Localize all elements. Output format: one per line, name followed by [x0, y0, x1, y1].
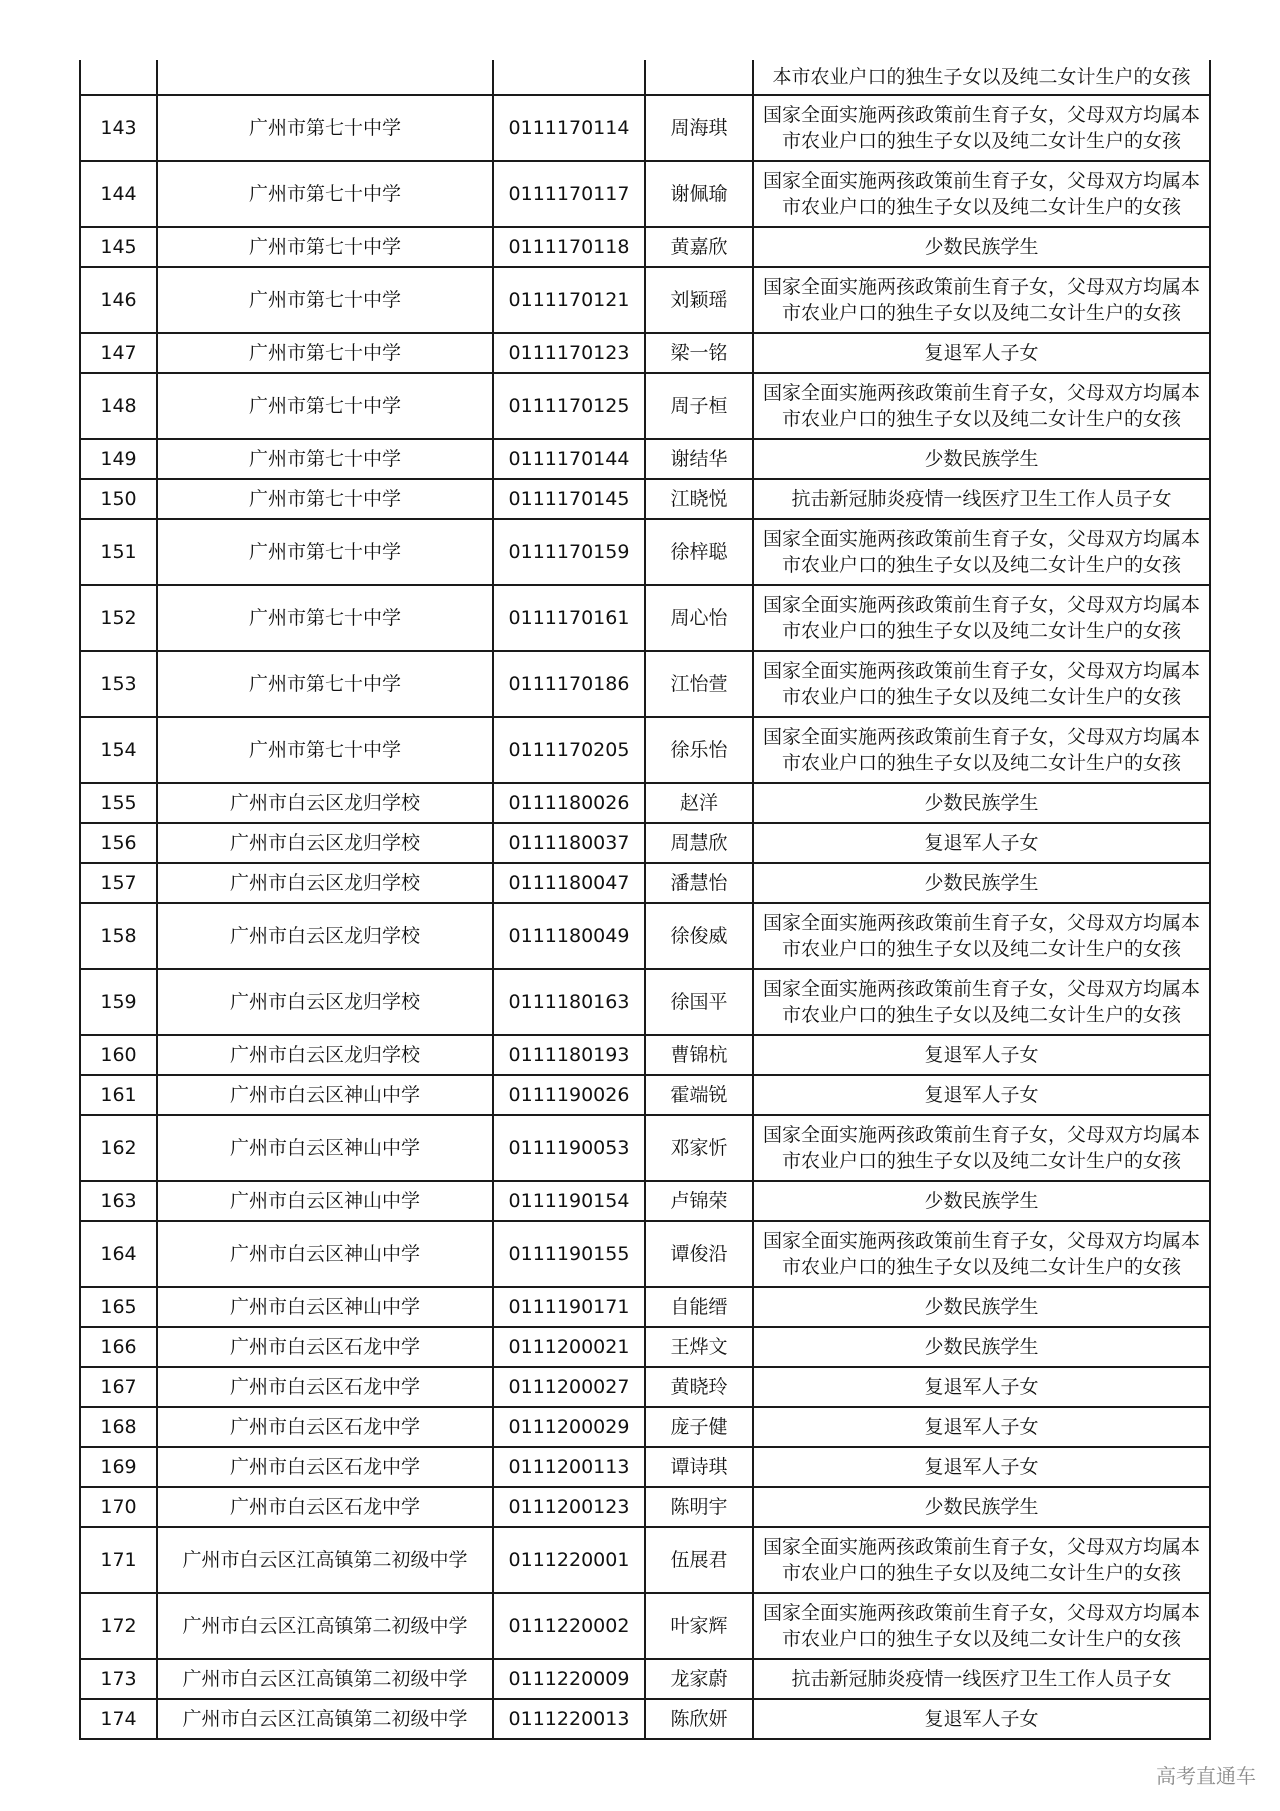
cell-category: 复退军人子女 [753, 1075, 1210, 1115]
cell-name: 周海琪 [645, 95, 753, 161]
cell-school: 广州市白云区龙归学校 [157, 823, 493, 863]
cell-no: 153 [80, 651, 157, 717]
cell-id: 0111190053 [493, 1115, 645, 1181]
table-row [80, 1327, 1210, 1367]
table-row [80, 333, 1210, 373]
cell-no: 166 [80, 1327, 157, 1367]
cell-category: 国家全面实施两孩政策前生育子女，父母双方均属本市农业户口的独生子女以及纯二女计生户的女孩 [753, 1221, 1210, 1287]
cell-school: 广州市第七十中学 [157, 95, 493, 161]
cell-school: 广州市白云区石龙中学 [157, 1407, 493, 1447]
cell-no: 156 [80, 823, 157, 863]
cell-no: 150 [80, 479, 157, 519]
cell-id: 0111200029 [493, 1407, 645, 1447]
cell-school: 广州市白云区江高镇第二初级中学 [157, 1699, 493, 1739]
cell-no: 171 [80, 1527, 157, 1593]
cell-id: 0111170118 [493, 227, 645, 267]
cell-school: 广州市白云区龙归学校 [157, 783, 493, 823]
cell-id: 0111190155 [493, 1221, 645, 1287]
cell-no: 152 [80, 585, 157, 651]
cell-id: 0111170125 [493, 373, 645, 439]
table-row [80, 95, 1210, 161]
table-row [80, 1487, 1210, 1527]
cell-school [157, 60, 493, 95]
table-row [80, 267, 1210, 333]
cell-school: 广州市白云区江高镇第二初级中学 [157, 1527, 493, 1593]
cell-school: 广州市白云区龙归学校 [157, 1035, 493, 1075]
table-row [80, 479, 1210, 519]
cell-no: 143 [80, 95, 157, 161]
cell-name: 徐梓聪 [645, 519, 753, 585]
cell-name: 王烨文 [645, 1327, 753, 1367]
cell-name: 江怡萱 [645, 651, 753, 717]
cell-no: 148 [80, 373, 157, 439]
table-row [80, 651, 1210, 717]
cell-id: 0111170123 [493, 333, 645, 373]
cell-no: 164 [80, 1221, 157, 1287]
cell-id: 0111170205 [493, 717, 645, 783]
cell-category: 复退军人子女 [753, 1699, 1210, 1739]
cell-school: 广州市白云区龙归学校 [157, 863, 493, 903]
cell-no: 170 [80, 1487, 157, 1527]
cell-no: 163 [80, 1181, 157, 1221]
cell-name: 谢结华 [645, 439, 753, 479]
cell-school: 广州市白云区石龙中学 [157, 1447, 493, 1487]
cell-school: 广州市第七十中学 [157, 267, 493, 333]
cell-name: 伍展君 [645, 1527, 753, 1593]
cell-no [80, 60, 157, 95]
cell-category: 复退军人子女 [753, 823, 1210, 863]
cell-id: 0111220009 [493, 1659, 645, 1699]
cell-school: 广州市第七十中学 [157, 585, 493, 651]
cell-school: 广州市第七十中学 [157, 373, 493, 439]
cell-id: 0111170161 [493, 585, 645, 651]
cell-no: 173 [80, 1659, 157, 1699]
cell-no: 149 [80, 439, 157, 479]
cell-no: 146 [80, 267, 157, 333]
cell-id: 0111220013 [493, 1699, 645, 1739]
table-row [80, 1367, 1210, 1407]
cell-id: 0111220002 [493, 1593, 645, 1659]
table-row [80, 1447, 1210, 1487]
cell-category: 复退军人子女 [753, 1367, 1210, 1407]
cell-name: 黄嘉欣 [645, 227, 753, 267]
cell-school: 广州市白云区石龙中学 [157, 1327, 493, 1367]
document-page [79, 60, 1209, 1740]
cell-name: 周子桓 [645, 373, 753, 439]
cell-id: 0111200123 [493, 1487, 645, 1527]
table-row [80, 1527, 1210, 1593]
table-row [80, 1407, 1210, 1447]
cell-category: 少数民族学生 [753, 439, 1210, 479]
table-row [80, 227, 1210, 267]
table-row [80, 585, 1210, 651]
cell-no: 172 [80, 1593, 157, 1659]
cell-school: 广州市白云区神山中学 [157, 1221, 493, 1287]
table-row [80, 1115, 1210, 1181]
cell-school: 广州市第七十中学 [157, 651, 493, 717]
cell-name: 谭俊沿 [645, 1221, 753, 1287]
cell-category: 国家全面实施两孩政策前生育子女，父母双方均属本市农业户口的独生子女以及纯二女计生户的女孩 [753, 267, 1210, 333]
cell-category: 少数民族学生 [753, 227, 1210, 267]
cell-id: 0111200113 [493, 1447, 645, 1487]
cell-category: 抗击新冠肺炎疫情一线医疗卫生工作人员子女 [753, 479, 1210, 519]
cell-id: 0111180193 [493, 1035, 645, 1075]
cell-category: 国家全面实施两孩政策前生育子女，父母双方均属本市农业户口的独生子女以及纯二女计生户的女孩 [753, 161, 1210, 227]
cell-no: 154 [80, 717, 157, 783]
table-row [80, 903, 1210, 969]
cell-no: 168 [80, 1407, 157, 1447]
cell-id: 0111190171 [493, 1287, 645, 1327]
cell-category: 抗击新冠肺炎疫情一线医疗卫生工作人员子女 [753, 1659, 1210, 1699]
cell-school: 广州市白云区江高镇第二初级中学 [157, 1593, 493, 1659]
cell-id: 0111170121 [493, 267, 645, 333]
table-row [80, 1035, 1210, 1075]
cell-name: 霍端锐 [645, 1075, 753, 1115]
cell-id: 0111220001 [493, 1527, 645, 1593]
cell-school: 广州市白云区神山中学 [157, 1075, 493, 1115]
cell-category: 国家全面实施两孩政策前生育子女，父母双方均属本市农业户口的独生子女以及纯二女计生户的女孩 [753, 1115, 1210, 1181]
cell-name: 徐国平 [645, 969, 753, 1035]
cell-name: 叶家辉 [645, 1593, 753, 1659]
table-row [80, 1659, 1210, 1699]
cell-no: 160 [80, 1035, 157, 1075]
cell-category: 少数民族学生 [753, 783, 1210, 823]
cell-school: 广州市第七十中学 [157, 161, 493, 227]
cell-school: 广州市第七十中学 [157, 227, 493, 267]
table-row [80, 439, 1210, 479]
cell-name: 黄晓玲 [645, 1367, 753, 1407]
cell-name: 刘颖瑶 [645, 267, 753, 333]
cell-category: 少数民族学生 [753, 863, 1210, 903]
table-row [80, 373, 1210, 439]
cell-school: 广州市白云区龙归学校 [157, 969, 493, 1035]
table-row-partial [80, 60, 1210, 95]
cell-category: 国家全面实施两孩政策前生育子女，父母双方均属本市农业户口的独生子女以及纯二女计生户的女孩 [753, 95, 1210, 161]
cell-id: 0111180037 [493, 823, 645, 863]
cell-school: 广州市白云区神山中学 [157, 1287, 493, 1327]
cell-name: 自能缙 [645, 1287, 753, 1327]
cell-name [645, 60, 753, 95]
cell-id: 0111170159 [493, 519, 645, 585]
cell-category: 国家全面实施两孩政策前生育子女，父母双方均属本市农业户口的独生子女以及纯二女计生户的女孩 [753, 1593, 1210, 1659]
cell-category: 国家全面实施两孩政策前生育子女，父母双方均属本市农业户口的独生子女以及纯二女计生户的女孩 [753, 373, 1210, 439]
cell-id: 0111180163 [493, 969, 645, 1035]
cell-id: 0111190154 [493, 1181, 645, 1221]
cell-no: 165 [80, 1287, 157, 1327]
cell-no: 161 [80, 1075, 157, 1115]
cell-school: 广州市白云区神山中学 [157, 1115, 493, 1181]
cell-id: 0111180049 [493, 903, 645, 969]
table-row [80, 1075, 1210, 1115]
cell-name: 周心怡 [645, 585, 753, 651]
cell-category: 国家全面实施两孩政策前生育子女，父母双方均属本市农业户口的独生子女以及纯二女计生户的女孩 [753, 903, 1210, 969]
cell-name: 赵洋 [645, 783, 753, 823]
cell-no: 144 [80, 161, 157, 227]
cell-no: 167 [80, 1367, 157, 1407]
cell-category: 本市农业户口的独生子女以及纯二女计生户的女孩 [753, 60, 1210, 95]
cell-id: 0111180047 [493, 863, 645, 903]
table-row [80, 1699, 1210, 1739]
cell-name: 谢佩瑜 [645, 161, 753, 227]
table-row [80, 161, 1210, 227]
table-row [80, 1221, 1210, 1287]
cell-id: 0111170117 [493, 161, 645, 227]
table-row [80, 1593, 1210, 1659]
cell-no: 169 [80, 1447, 157, 1487]
cell-school: 广州市第七十中学 [157, 439, 493, 479]
cell-category: 国家全面实施两孩政策前生育子女，父母双方均属本市农业户口的独生子女以及纯二女计生户的女孩 [753, 969, 1210, 1035]
cell-no: 147 [80, 333, 157, 373]
table-body [80, 60, 1210, 1739]
cell-id: 0111180026 [493, 783, 645, 823]
cell-category: 少数民族学生 [753, 1327, 1210, 1367]
cell-category: 复退军人子女 [753, 333, 1210, 373]
cell-name: 庞子健 [645, 1407, 753, 1447]
cell-id: 0111170144 [493, 439, 645, 479]
cell-name: 谭诗琪 [645, 1447, 753, 1487]
cell-category: 复退军人子女 [753, 1447, 1210, 1487]
cell-name: 江晓悦 [645, 479, 753, 519]
cell-no: 174 [80, 1699, 157, 1739]
table-row [80, 1181, 1210, 1221]
cell-category: 国家全面实施两孩政策前生育子女，父母双方均属本市农业户口的独生子女以及纯二女计生户的女孩 [753, 585, 1210, 651]
cell-name: 潘慧怡 [645, 863, 753, 903]
cell-no: 151 [80, 519, 157, 585]
cell-category: 少数民族学生 [753, 1181, 1210, 1221]
cell-school: 广州市白云区江高镇第二初级中学 [157, 1659, 493, 1699]
cell-category: 国家全面实施两孩政策前生育子女，父母双方均属本市农业户口的独生子女以及纯二女计生户的女孩 [753, 519, 1210, 585]
cell-id: 0111170145 [493, 479, 645, 519]
cell-school: 广州市第七十中学 [157, 717, 493, 783]
cell-school: 广州市白云区石龙中学 [157, 1367, 493, 1407]
cell-name: 卢锦荣 [645, 1181, 753, 1221]
cell-school: 广州市第七十中学 [157, 519, 493, 585]
cell-id: 0111200027 [493, 1367, 645, 1407]
cell-category: 国家全面实施两孩政策前生育子女，父母双方均属本市农业户口的独生子女以及纯二女计生户的女孩 [753, 651, 1210, 717]
table-row [80, 969, 1210, 1035]
cell-no: 145 [80, 227, 157, 267]
watermark: 高考直通车 [1156, 1764, 1256, 1788]
table-row [80, 783, 1210, 823]
cell-id: 0111170114 [493, 95, 645, 161]
table-row [80, 717, 1210, 783]
cell-school: 广州市白云区龙归学校 [157, 903, 493, 969]
cell-school: 广州市第七十中学 [157, 479, 493, 519]
cell-name: 陈欣妍 [645, 1699, 753, 1739]
cell-name: 梁一铭 [645, 333, 753, 373]
cell-school: 广州市白云区石龙中学 [157, 1487, 493, 1527]
cell-id: 0111170186 [493, 651, 645, 717]
cell-category: 复退军人子女 [753, 1035, 1210, 1075]
cell-category: 复退军人子女 [753, 1407, 1210, 1447]
cell-no: 162 [80, 1115, 157, 1181]
table-row [80, 1287, 1210, 1327]
cell-category: 国家全面实施两孩政策前生育子女，父母双方均属本市农业户口的独生子女以及纯二女计生户的女孩 [753, 1527, 1210, 1593]
cell-no: 157 [80, 863, 157, 903]
cell-name: 龙家蔚 [645, 1659, 753, 1699]
cell-id [493, 60, 645, 95]
table-row [80, 519, 1210, 585]
student-table [79, 60, 1211, 1740]
cell-school: 广州市白云区神山中学 [157, 1181, 493, 1221]
cell-no: 159 [80, 969, 157, 1035]
cell-category: 国家全面实施两孩政策前生育子女，父母双方均属本市农业户口的独生子女以及纯二女计生户的女孩 [753, 717, 1210, 783]
cell-name: 徐乐怡 [645, 717, 753, 783]
cell-name: 邓家忻 [645, 1115, 753, 1181]
cell-name: 徐俊威 [645, 903, 753, 969]
cell-name: 曹锦杭 [645, 1035, 753, 1075]
cell-category: 少数民族学生 [753, 1487, 1210, 1527]
cell-no: 158 [80, 903, 157, 969]
cell-school: 广州市第七十中学 [157, 333, 493, 373]
cell-name: 周慧欣 [645, 823, 753, 863]
cell-id: 0111190026 [493, 1075, 645, 1115]
table-row [80, 823, 1210, 863]
cell-category: 少数民族学生 [753, 1287, 1210, 1327]
cell-name: 陈明宇 [645, 1487, 753, 1527]
cell-id: 0111200021 [493, 1327, 645, 1367]
cell-no: 155 [80, 783, 157, 823]
table-row [80, 863, 1210, 903]
